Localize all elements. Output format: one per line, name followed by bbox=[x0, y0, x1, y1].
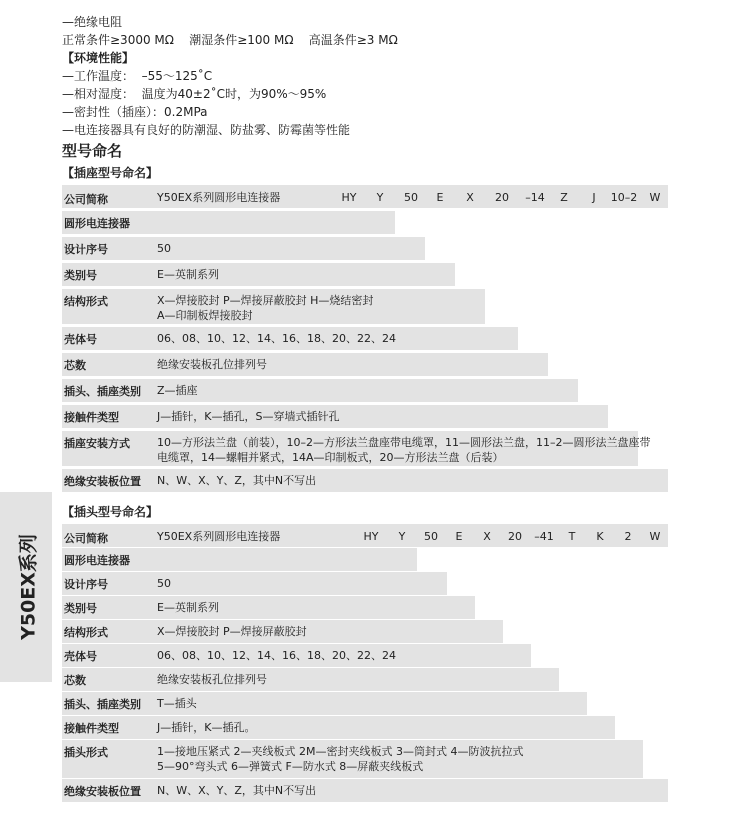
plug-code-1: Y bbox=[398, 530, 406, 543]
socket-row-label: 圆形电连接器 bbox=[64, 217, 130, 230]
socket-row-label: 接触件类型 bbox=[64, 411, 119, 424]
socket-row-value: 06、08、10、12、14、16、18、20、22、24 bbox=[157, 332, 396, 345]
plug-code-9: 2 bbox=[624, 530, 632, 543]
plug-header-value: Y50EX系列圆形电连接器 bbox=[157, 530, 281, 543]
plug-row-value: N、W、X、Y、Z，其中N不写出 bbox=[157, 784, 317, 797]
socket-code-6: –14 bbox=[525, 191, 545, 204]
socket-row-label: 壳体号 bbox=[64, 333, 97, 346]
plug-row-label: 壳体号 bbox=[64, 650, 97, 663]
socket-row-value: E—英制系列 bbox=[157, 268, 219, 281]
socket-row-value: 50 bbox=[157, 242, 171, 255]
socket-code-9: 10–2 bbox=[610, 191, 638, 204]
plug-row-value: X—焊接胶封 P—焊接屏蔽胶封 bbox=[157, 625, 307, 638]
plug-row-label: 圆形电连接器 bbox=[64, 554, 130, 567]
plug-row-label: 类别号 bbox=[64, 602, 97, 615]
env-heading: 【环境性能】 bbox=[62, 51, 135, 65]
seal-spec: —密封性（插座）：0.2MPa bbox=[62, 105, 208, 119]
plug-row-band bbox=[62, 668, 559, 691]
plug-row-label: 芯数 bbox=[64, 674, 86, 687]
plug-code-4: X bbox=[483, 530, 491, 543]
plug-code-2: 50 bbox=[424, 530, 438, 543]
insulation-title: —绝缘电阻 bbox=[62, 15, 123, 29]
socket-code-10: W bbox=[649, 191, 661, 204]
socket-row-band bbox=[62, 469, 668, 492]
plug-code-5: 20 bbox=[508, 530, 522, 543]
socket-row-band bbox=[62, 263, 455, 286]
plug-code-7: T bbox=[568, 530, 576, 543]
socket-header-value: Y50EX系列圆形电连接器 bbox=[157, 191, 281, 204]
socket-row-value: N、W、X、Y、Z，其中N不写出 bbox=[157, 474, 317, 487]
socket-row-label: 绝缘安装板位置 bbox=[64, 475, 141, 488]
plug-row-band bbox=[62, 779, 668, 802]
socket-code-7: Z bbox=[560, 191, 568, 204]
section-title: 型号命名 bbox=[62, 142, 123, 160]
socket-code-8: J bbox=[592, 191, 596, 204]
plug-code-10: W bbox=[649, 530, 661, 543]
plug-header-label: 公司简称 bbox=[64, 532, 108, 545]
plug-row-value: E—英制系列 bbox=[157, 601, 219, 614]
plug-code-0: HY bbox=[363, 530, 379, 543]
socket-row-label: 类别号 bbox=[64, 269, 97, 282]
plug-row-value: 50 bbox=[157, 577, 171, 590]
socket-code-1: Y bbox=[376, 191, 384, 204]
socket-header-band bbox=[62, 185, 668, 208]
socket-header-label: 公司简称 bbox=[64, 193, 108, 206]
plug-code-6: –41 bbox=[534, 530, 554, 543]
plug-row-label: 设计序号 bbox=[64, 578, 108, 591]
socket-code-5: 20 bbox=[495, 191, 509, 204]
plug-row-band bbox=[62, 572, 447, 595]
plug-code-8: K bbox=[596, 530, 604, 543]
plug-row-value: 06、08、10、12、14、16、18、20、22、24 bbox=[157, 649, 396, 662]
plug-row-label: 插头、插座类别 bbox=[64, 698, 141, 711]
socket-row-value: X—焊接胶封 P—焊接屏蔽胶封 H—烧结密封 bbox=[157, 294, 374, 307]
plug-row-value: 绝缘安装板孔位排列号 bbox=[157, 673, 267, 686]
socket-code-0: HY bbox=[341, 191, 357, 204]
plug-row-band bbox=[62, 716, 615, 739]
plug-row-value: T—插头 bbox=[157, 697, 197, 710]
socket-row-value: 10—方形法兰盘（前装），10–2—方形法兰盘座带电缆罩，11—圆形法兰盘，11–2—圆形法兰盘座带 bbox=[157, 436, 651, 449]
plug-row-label: 绝缘安装板位置 bbox=[64, 785, 141, 798]
plug-row-label: 插头形式 bbox=[64, 746, 108, 759]
socket-row-value: Z—插座 bbox=[157, 384, 198, 397]
socket-code-3: E bbox=[436, 191, 444, 204]
socket-row-value: 绝缘安装板孔位排列号 bbox=[157, 358, 267, 371]
plug-row-band bbox=[62, 596, 475, 619]
socket-row-value-2: 电缆罩，14—螺帽并紧式，14A—印制板式，20—方形法兰盘（后装） bbox=[157, 451, 504, 464]
socket-row-label: 设计序号 bbox=[64, 243, 108, 256]
socket-heading: 【插座型号命名】 bbox=[62, 166, 159, 180]
socket-row-label: 结构形式 bbox=[64, 295, 108, 308]
insulation-values: 正常条件≥3000 MΩ 潮湿条件≥100 MΩ 高温条件≥3 MΩ bbox=[62, 33, 398, 47]
socket-row-band bbox=[62, 237, 425, 260]
temperature-spec: —工作温度： –55～125˚C bbox=[62, 69, 213, 83]
plug-code-3: E bbox=[455, 530, 463, 543]
features-spec: —电连接器具有良好的防潮湿、防盐雾、防霉菌等性能 bbox=[62, 123, 351, 137]
side-series-label: Y50EX系列 bbox=[17, 534, 40, 640]
socket-code-2: 50 bbox=[404, 191, 418, 204]
plug-row-value: 1—接地压紧式 2—夹线板式 2M—密封夹线板式 3—筒封式 4—防波抗拉式 bbox=[157, 745, 524, 758]
socket-code-4: X bbox=[466, 191, 474, 204]
plug-row-label: 结构形式 bbox=[64, 626, 108, 639]
plug-row-value-2: 5—90°弯头式 6—弹簧式 F—防水式 8—屏蔽夹线板式 bbox=[157, 760, 424, 773]
plug-row-value: J—插针，K—插孔。 bbox=[157, 721, 256, 734]
socket-row-value: J—插针，K—插孔，S—穿墙式插针孔 bbox=[157, 410, 340, 423]
socket-row-value-2: A—印制板焊接胶封 bbox=[157, 309, 253, 322]
socket-row-label: 芯数 bbox=[64, 359, 86, 372]
socket-row-band bbox=[62, 353, 548, 376]
socket-row-label: 插座安装方式 bbox=[64, 437, 130, 450]
socket-row-label: 插头、插座类别 bbox=[64, 385, 141, 398]
humidity-spec: —相对湿度： 温度为40±2˚C时，为90%～95% bbox=[62, 87, 327, 101]
plug-heading: 【插头型号命名】 bbox=[62, 505, 159, 519]
plug-row-label: 接触件类型 bbox=[64, 722, 119, 735]
